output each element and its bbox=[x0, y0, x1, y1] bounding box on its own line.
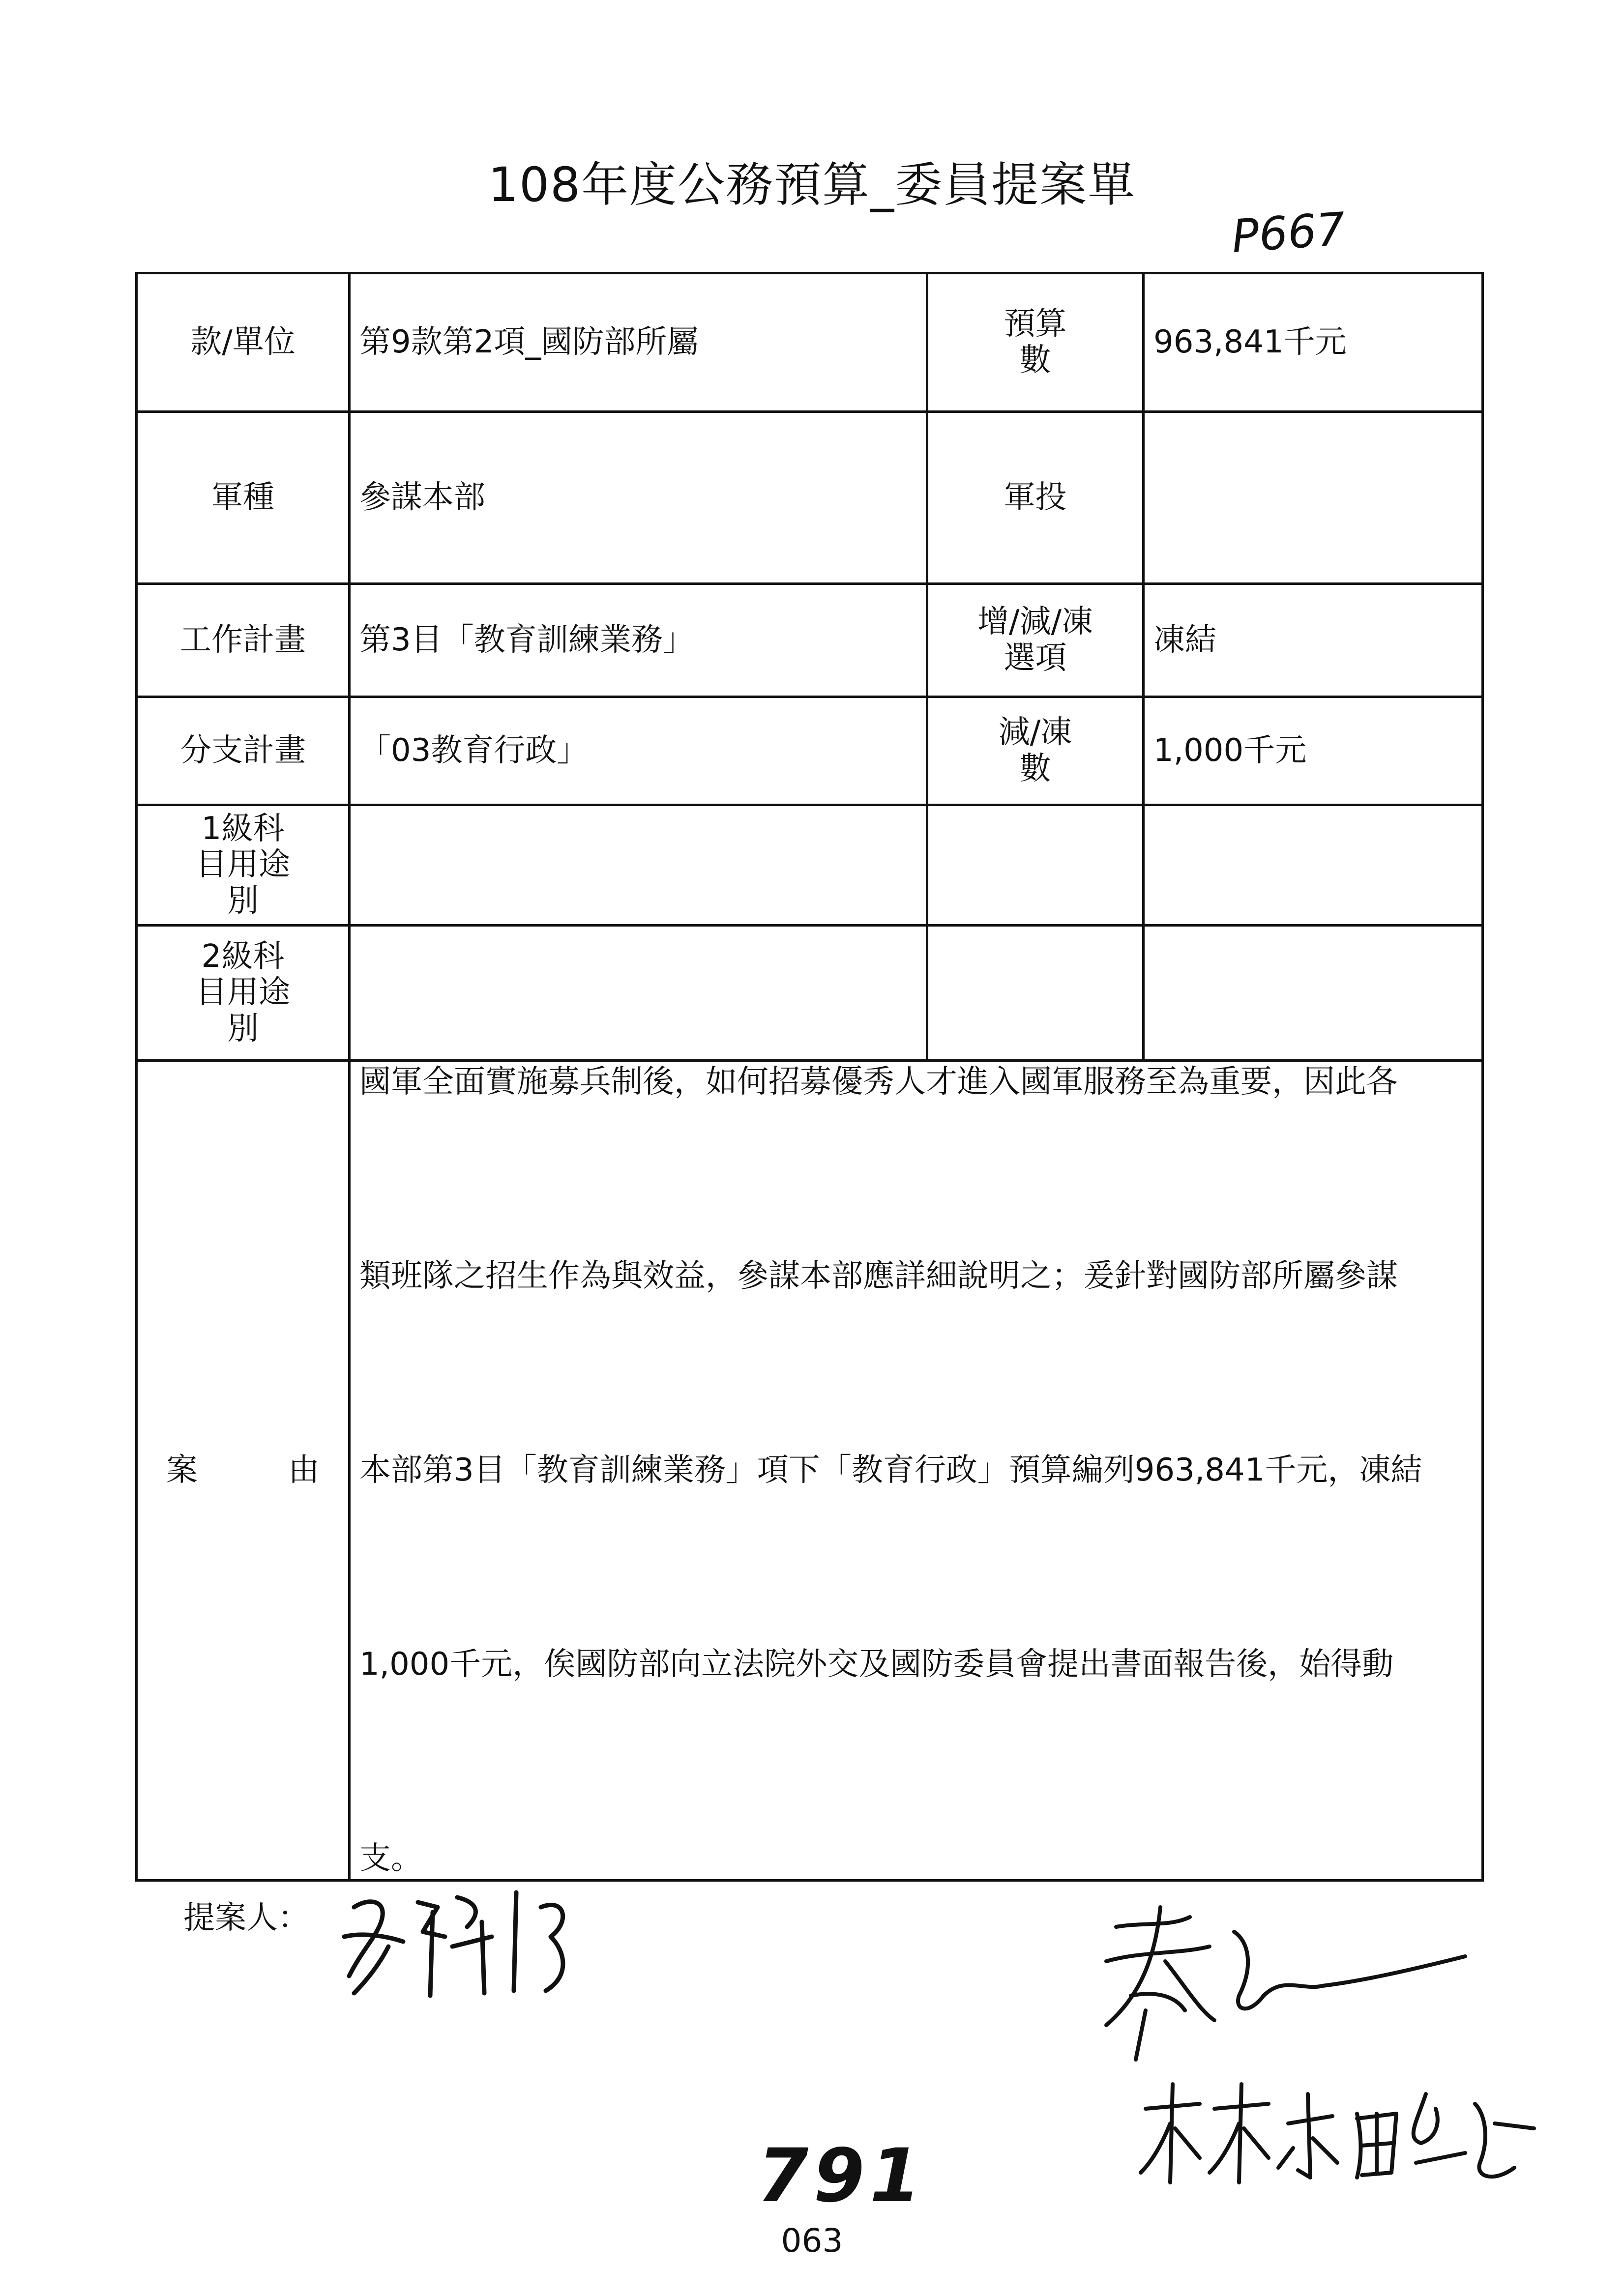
label-military-investment: 軍投 bbox=[927, 412, 1144, 584]
reason-line: 1,000千元，俟國防部向立法院外交及國防委員會提出書面報告後，始得動 bbox=[359, 1646, 1394, 1683]
signature-2 bbox=[1087, 1897, 1470, 2074]
value-service: 參謀本部 bbox=[350, 412, 927, 584]
row-unit bbox=[137, 273, 1483, 412]
value-level2-col4 bbox=[1144, 926, 1483, 1061]
reason-line: 國軍全面實施募兵制後，如何招募優秀人才進入國軍服務至為重要，因此各 bbox=[359, 1064, 1398, 1100]
value-reduce-freeze-amount: 1,000千元 bbox=[1144, 697, 1483, 805]
reason-line: 本部第3目「教育訓練業務」項下「教育行政」預算編列963,841千元，凍結 bbox=[359, 1452, 1422, 1488]
value-level1-col4 bbox=[1144, 805, 1483, 926]
value-sub-plan: 「03教育行政」 bbox=[350, 697, 927, 805]
value-work-plan: 第3目「教育訓練業務」 bbox=[350, 584, 927, 697]
label-service: 軍種 bbox=[137, 412, 350, 584]
proposal-form-table bbox=[135, 272, 1484, 1882]
label-budget-amount: 預算數 bbox=[927, 273, 1144, 412]
row-reason bbox=[137, 1061, 1483, 1881]
signature-1 bbox=[334, 1878, 590, 2001]
value-level1-col3 bbox=[927, 805, 1144, 926]
value-level1-category bbox=[350, 805, 927, 926]
row-subplan bbox=[137, 697, 1483, 805]
label-reduce-freeze-amount: 減/凍數 bbox=[927, 697, 1144, 805]
label-unit: 款/單位 bbox=[137, 273, 350, 412]
row-level1 bbox=[137, 805, 1483, 926]
value-level2-col3 bbox=[927, 926, 1144, 1061]
label-level1-category: 1級科目用途別 bbox=[137, 805, 350, 926]
value-action-option: 凍結 bbox=[1144, 584, 1483, 697]
label-action-option: 增/減/凍選項 bbox=[927, 584, 1144, 697]
label-sub-plan: 分支計畫 bbox=[137, 697, 350, 805]
proposer-label: 提案人： bbox=[183, 1900, 309, 1936]
reason-line: 支。 bbox=[359, 1840, 422, 1877]
value-unit: 第9款第2項_國防部所屬 bbox=[350, 273, 927, 412]
row-service bbox=[137, 412, 1483, 584]
row-plan bbox=[137, 584, 1483, 697]
label-level2-category: 2級科目用途別 bbox=[137, 926, 350, 1061]
value-military-investment bbox=[1144, 412, 1483, 584]
label-reason: 案由 bbox=[137, 1061, 350, 1881]
handwritten-page-number: 791 bbox=[757, 2133, 926, 2219]
value-budget-amount: 963,841千元 bbox=[1144, 273, 1483, 412]
row-level2 bbox=[137, 926, 1483, 1061]
handwritten-reference: P667 bbox=[1230, 203, 1347, 263]
page-number: 063 bbox=[781, 2222, 843, 2260]
signature-3 bbox=[1131, 2064, 1573, 2202]
value-level2-category bbox=[350, 926, 927, 1061]
form-title: 108年度公務預算_委員提案單 bbox=[488, 157, 1136, 212]
label-work-plan: 工作計畫 bbox=[137, 584, 350, 697]
reason-line: 類班隊之招生作為與效益，參謀本部應詳細說明之；爰針對國防部所屬參謀 bbox=[359, 1258, 1398, 1294]
reason-text bbox=[350, 1061, 1483, 1881]
